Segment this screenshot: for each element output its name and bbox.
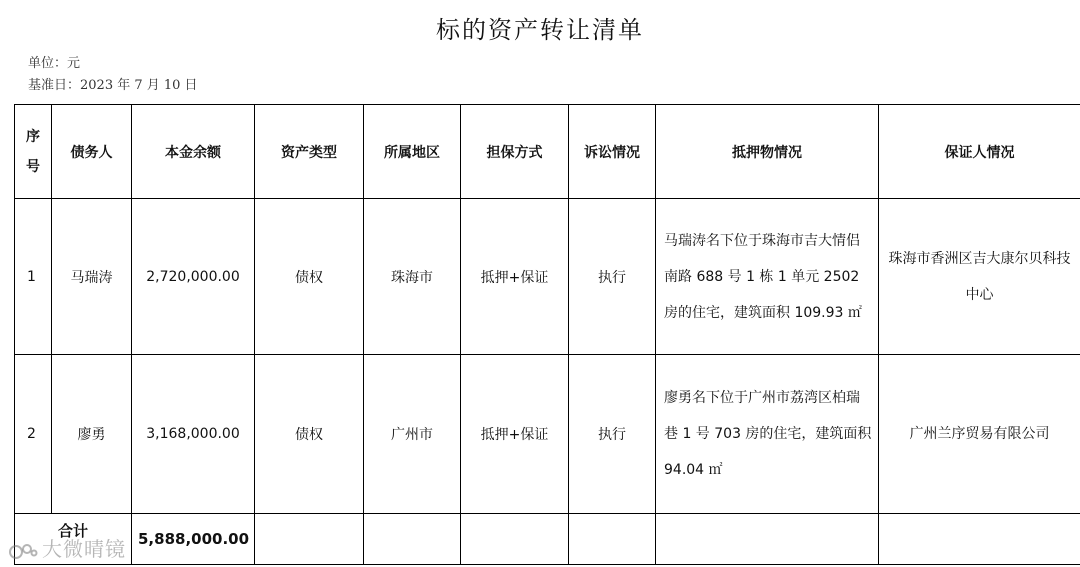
header-litigation: 诉讼情况 [569, 105, 656, 199]
page-title: 标的资产转让清单 [436, 16, 644, 44]
table-row [15, 355, 1080, 514]
row-principal: 2,720,000.00 [132, 199, 255, 355]
row-seq: 2 [15, 355, 52, 514]
row-guarantee: 抵押+保证 [461, 199, 569, 355]
header-debtor: 债务人 [52, 105, 132, 199]
total-empty-cell [461, 514, 569, 565]
watermark-logo-icon [8, 542, 38, 560]
total-empty-cell [656, 514, 879, 565]
header-collateral: 抵押物情况 [656, 105, 879, 199]
row-asset-type: 债权 [255, 199, 364, 355]
header-region: 所属地区 [364, 105, 461, 199]
row-litigation: 执行 [569, 199, 656, 355]
row-litigation: 执行 [569, 355, 656, 514]
row-asset-type: 债权 [255, 355, 364, 514]
watermark-text: 大微晴镜 [42, 537, 126, 561]
total-empty-cell [569, 514, 656, 565]
base-date-label: 基准日：2023 年 7 月 10 日 [28, 78, 198, 93]
row-guarantee: 抵押+保证 [461, 355, 569, 514]
watermark [8, 533, 126, 562]
header-asset-type: 资产类型 [255, 105, 364, 199]
row-seq: 1 [15, 199, 52, 355]
row-debtor: 廖勇 [52, 355, 132, 514]
row-guarantor: 珠海市香洲区吉大康尔贝科技中心 [879, 199, 1080, 355]
header-guarantor: 保证人情况 [879, 105, 1080, 199]
row-region: 珠海市 [364, 199, 461, 355]
unit-label: 单位：元 [28, 56, 81, 71]
row-principal: 3,168,000.00 [132, 355, 255, 514]
row-debtor: 马瑞涛 [52, 199, 132, 355]
asset-transfer-table [14, 104, 1080, 565]
total-row [15, 514, 1080, 565]
total-empty-cell [879, 514, 1080, 565]
total-empty-cell [364, 514, 461, 565]
row-collateral: 廖勇名下位于广州市荔湾区柏瑞巷 1 号 703 房的住宅，建筑面积 94.04 ㎡ [656, 355, 879, 514]
total-label: 合计 [15, 514, 132, 565]
header-principal: 本金余额 [132, 105, 255, 199]
header-seq: 序 号 [15, 105, 52, 199]
total-empty-cell [255, 514, 364, 565]
table-row [15, 199, 1080, 355]
header-guarantee: 担保方式 [461, 105, 569, 199]
table-header-row [15, 105, 1080, 199]
row-collateral: 马瑞涛名下位于珠海市吉大情侣南路 688 号 1 栋 1 单元 2502 房的住宅，建筑面积 109.93 ㎡ [656, 199, 879, 355]
row-region: 广州市 [364, 355, 461, 514]
row-guarantor: 广州兰序贸易有限公司 [879, 355, 1080, 514]
total-amount: 5,888,000.00 [132, 514, 255, 565]
